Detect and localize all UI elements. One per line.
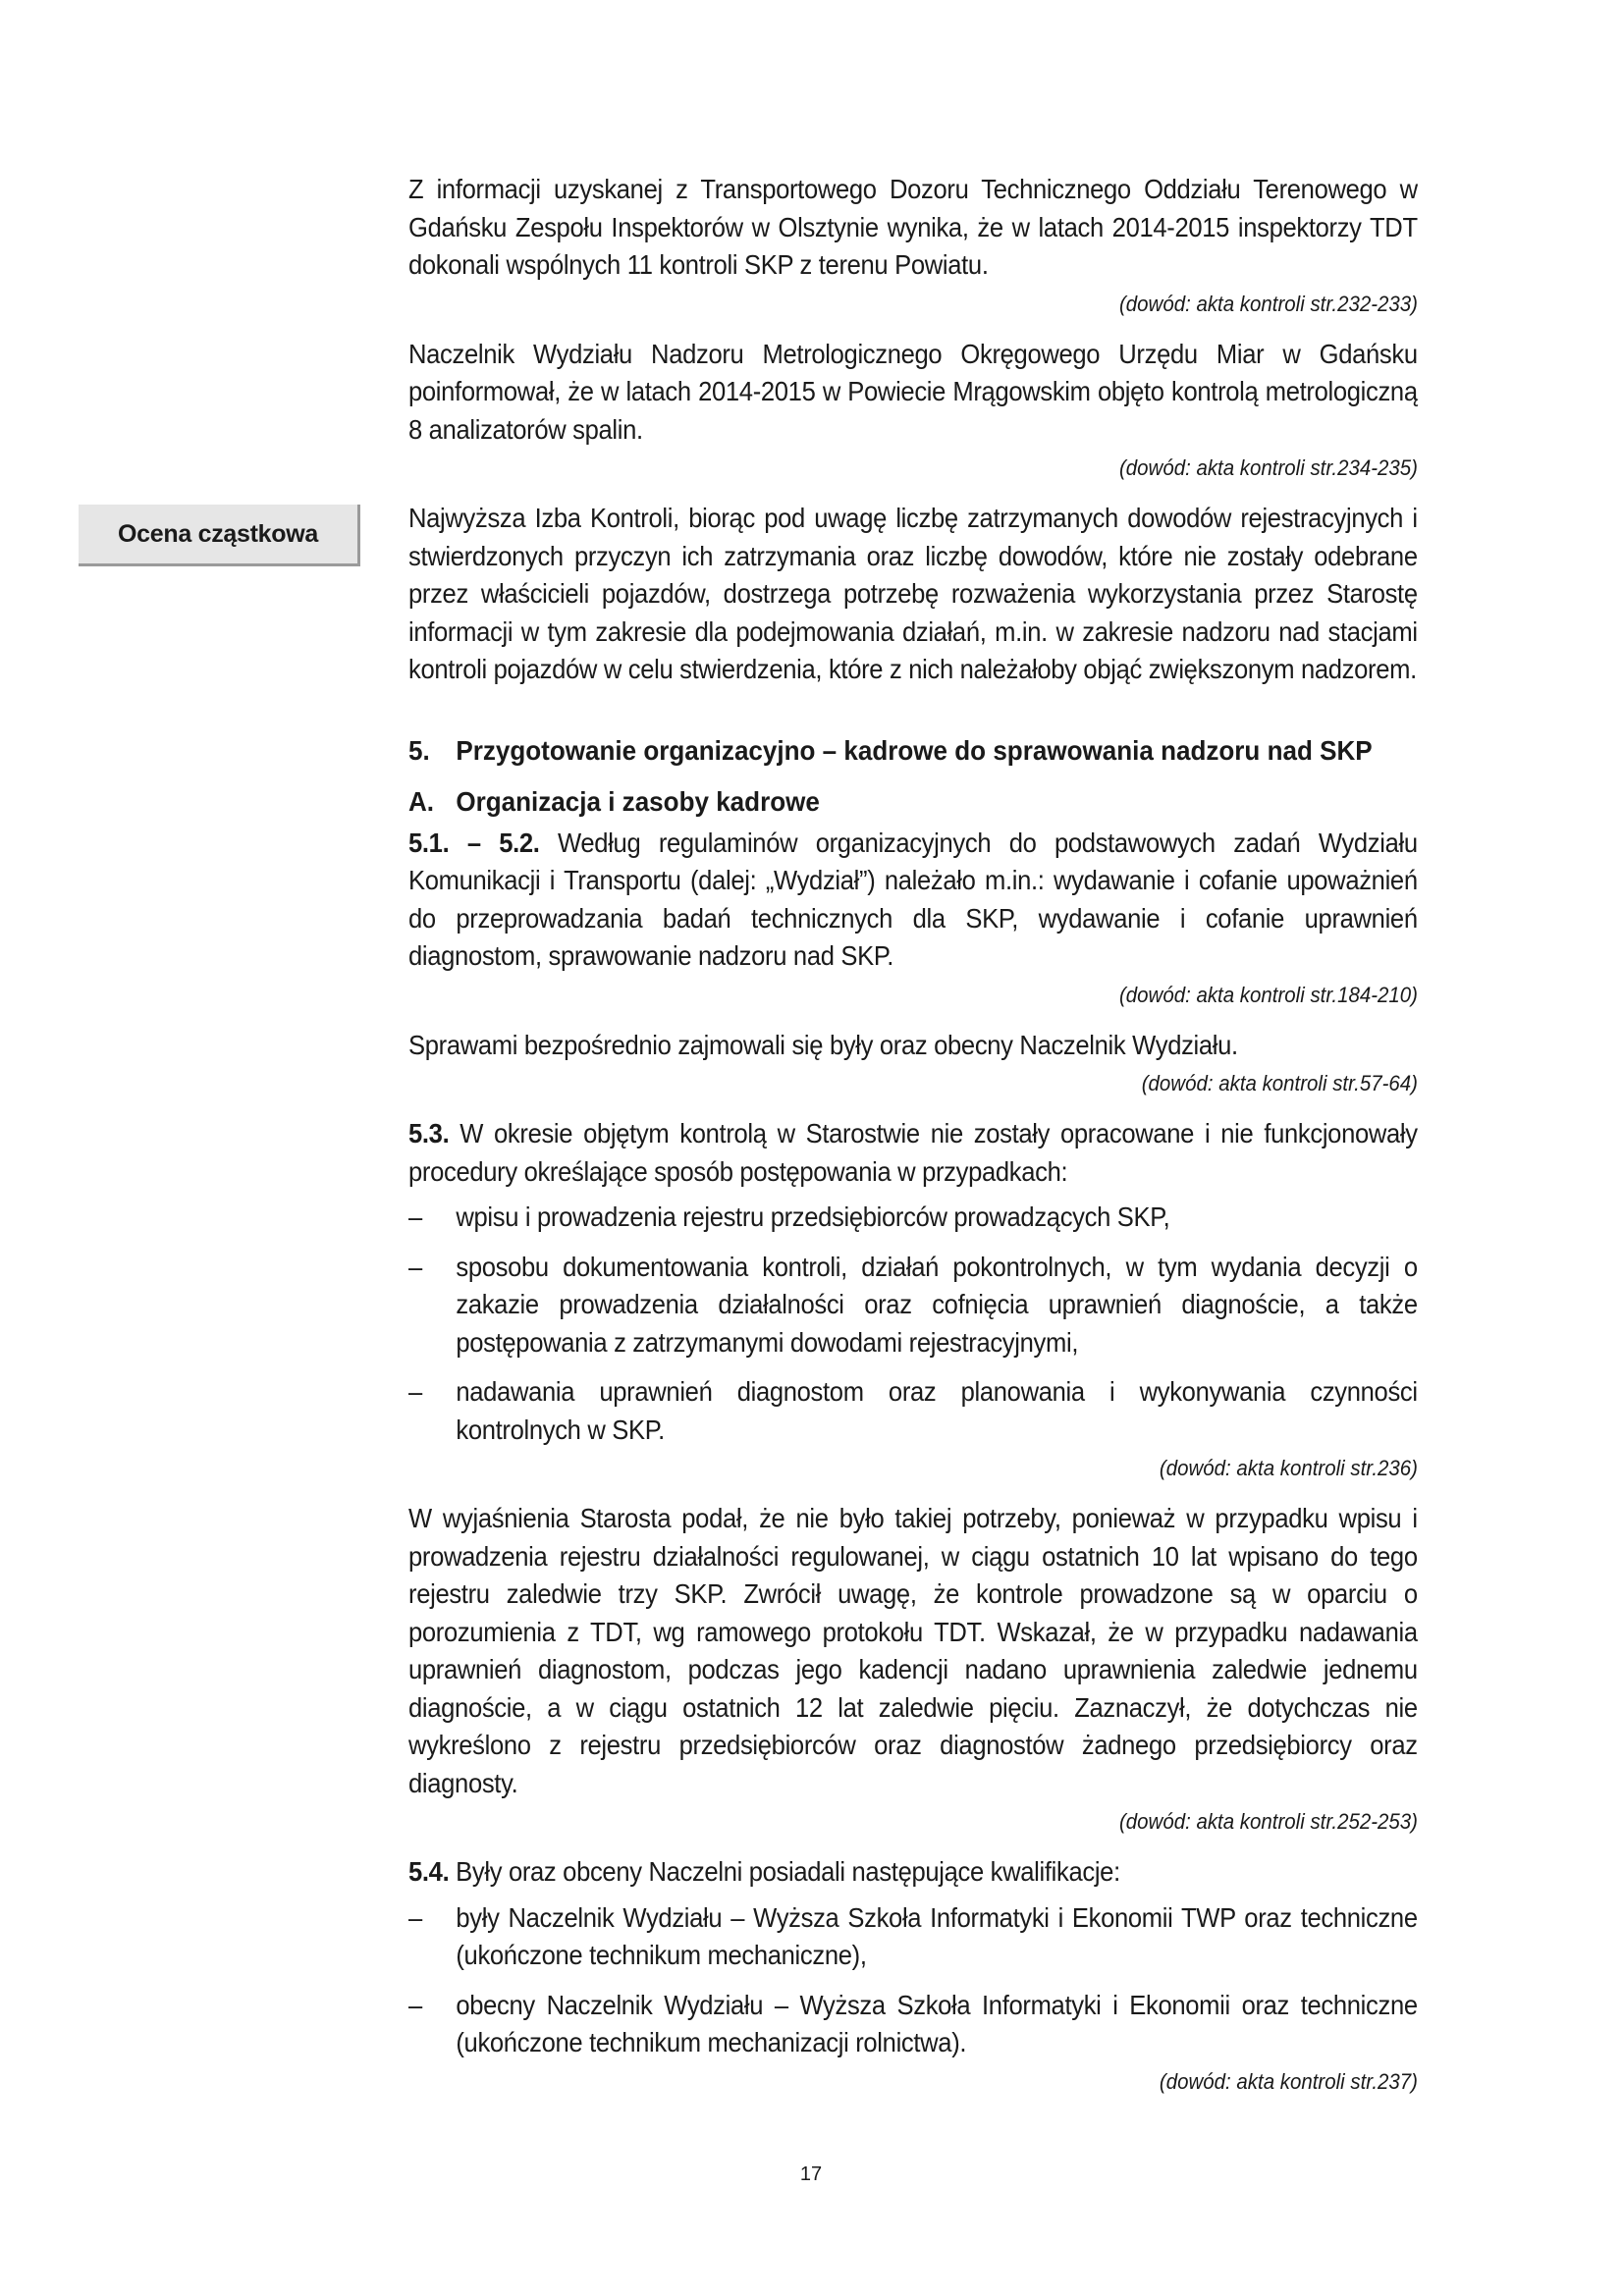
subsection-heading [408,783,1418,821]
evidence-reference: (dowód: akta kontroli str.57-64) [1141,1071,1418,1095]
paragraph-regulations [408,825,1418,976]
paragraph-procedures [408,1115,1418,1191]
paragraph-ref: 5.1. – 5.2. [408,827,540,858]
procedures-list [408,1199,1418,1449]
paragraph-nik-assessment: Najwyższa Izba Kontroli, biorąc pod uwagę liczbę zatrzymanych dowodów rejestracyjnych i stwierdzonych przyczyn ich zatrzymania oraz liczbę dowodów, które nie zostały odebrane przez właścicieli pojazdów, dostrzega potrzebę rozważenia wykorzystania przez Starostę informacji w tym zakresie dla podejmowania działań, m.in. w zakresie nadzoru nad stacjami kontroli pojazdów w celu stwierdzenia, które z nich należałoby objąć zwiększonym nadzorem. [408,503,1418,684]
page-number: 17 [799,2163,823,2185]
evidence-reference: (dowód: akta kontroli str.237) [1159,2068,1418,2094]
evidence-reference: (dowód: akta kontroli str.252-253) [1118,1809,1418,1834]
dash-marker: – [408,1901,422,1933]
section-title: Przygotowanie organizacyjno – kadrowe do sprawowania nadzoru nad SKP [456,734,1373,766]
section-heading [408,732,1418,770]
evidence-reference: (dowód: akta kontroli str.236) [1159,1456,1418,1480]
paragraph-ref: 5.4. [408,1856,450,1887]
paragraph-metrology: Naczelnik Wydziału Nadzoru Metrologicznego Okręgowego Urzędu Miar w Gdańsku poinformował, że w latach 2014-2015 w Powiecie Mrągowskim objęto kontrolą metrologiczną 8 analizatorów spalin. [408,338,1418,445]
list-item-text: sposobu dokumentowania kontroli, działań pokontrolnych, w tym wydania decyzji o zakazie prowadzenia działalności oraz cofnięcia uprawnień diagnoście, a także postępowania z zatrzymanymi dowodami rejestracyjnymi, [456,1251,1418,1358]
paragraph-text: Według regulaminów organizacyjnych do podstawowych zadań Wydziału Komunikacji i Transportu (dalej: „Wydział”) należało m.in.: wydawanie i cofanie upoważnień do przeprowadzania badań technicznych dla SKP, wydawanie i cofanie uprawnień diagnostom, sprawowanie nadzoru nad SKP. [408,827,1418,971]
assessment-label: Ocena cząstkowa [79,505,360,566]
paragraph-text: W okresie objętym kontrolą w Starostwie nie zostały opracowane i nie funkcjonowały procedury określające sposób postępowania w przypadkach: [408,1118,1418,1187]
list-item [408,1987,1418,2062]
list-item-text: były Naczelnik Wydziału – Wyższa Szkoła Informatyki i Ekonomii TWP oraz techniczne (ukończone technikum mechaniczne), [456,1901,1418,1970]
qualifications-list [408,1899,1418,2062]
list-item [408,1373,1418,1449]
document-body [408,171,1418,2113]
paragraph-ref: 5.3. [408,1118,450,1148]
section-number: 5. [408,734,430,766]
paragraph-qualifications [408,1853,1418,1892]
paragraph-explanation: W wyjaśnienia Starosta podał, że nie było takiej potrzeby, ponieważ w przypadku wpisu i prowadzenia rejestru działalności regulowanej, w ciągu ostatnich 10 lat wpisano do tego rejestru zaledwie trzy SKP. Zwrócił uwagę, że kontrole prowadzone są w oparciu o porozumienia z TDT, wg ramowego protokołu TDT. Wskazał, że w przypadku nadawania uprawnień diagnostom, podczas jego kadencji nadano uprawnienia zaledwie jednemu diagnoście, a w ciągu ostatnich 12 lat zaledwie pięciu. Zaznaczył, że dotychczas nie wykreślono z rejestru przedsiębiorców oraz diagnostów żadnego przedsiębiorcy oraz diagnosty. [408,1503,1418,1798]
list-item [408,1899,1418,1975]
paragraph-responsible: Sprawami bezpośrednio zajmowali się były oraz obecny Naczelnik Wydziału. [408,1029,1238,1060]
list-item-text: wpisu i prowadzenia rejestru przedsiębiorców prowadzących SKP, [456,1201,1170,1232]
subsection-title: Organizacja i zasoby kadrowe [456,785,820,817]
list-item-text: obecny Naczelnik Wydziału – Wyższa Szkoła Informatyki i Ekonomii oraz techniczne (ukończone technikum mechanizacji rolnictwa). [456,1989,1418,2057]
list-item-text: nadawania uprawnień diagnostom oraz planowania i wykonywania czynności kontrolnych w SKP. [456,1376,1418,1445]
dash-marker: – [408,1989,422,2020]
dash-marker: – [408,1251,422,1282]
paragraph-text: Były oraz obceny Naczelni posiadali następujące kwalifikacje: [449,1856,1120,1887]
dash-marker: – [408,1201,422,1232]
list-item [408,1249,1418,1362]
subsection-letter: A. [408,785,435,817]
evidence-reference: (dowód: akta kontroli str.232-233) [1118,291,1418,316]
dash-marker: – [408,1376,422,1407]
list-item [408,1199,1418,1237]
evidence-reference: (dowód: akta kontroli str.234-235) [1118,455,1418,480]
evidence-reference: (dowód: akta kontroli str.184-210) [1118,982,1418,1007]
paragraph-tdt-inspections: Z informacji uzyskanej z Transportowego Dozoru Technicznego Oddziału Terenowego w Gdańsku Zespołu Inspektorów w Olsztynie wynika, że w latach 2014-2015 inspektorzy TDT dokonali wspólnych 11 kontroli SKP z terenu Powiatu. [408,174,1418,280]
